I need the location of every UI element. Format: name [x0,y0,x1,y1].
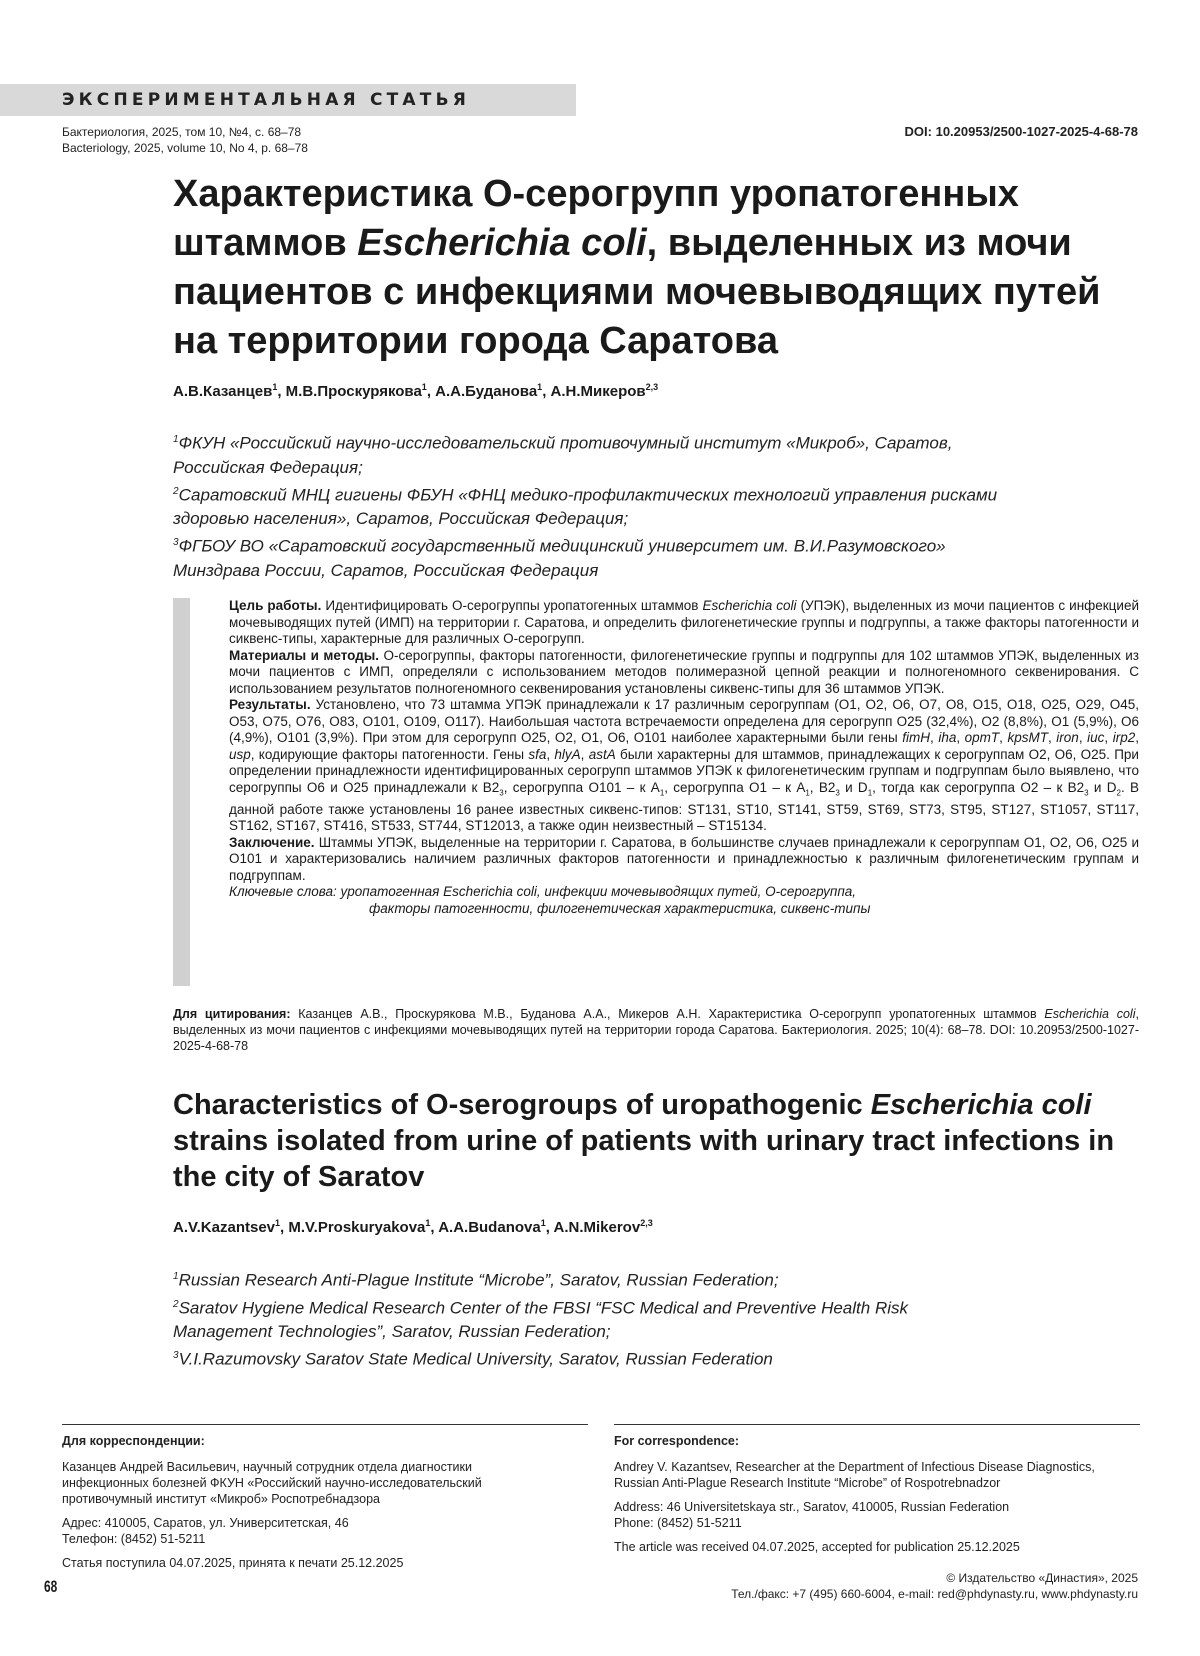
divider-left [62,1424,588,1425]
correspondence-address: Адрес: 410005, Саратов, ул. Университетская, 46 [62,1516,349,1530]
abstract-side-bar [173,598,190,986]
affiliation-item: $^2$Saratov Hygiene Medical Research Center of the FBSI “FSC Medical and Preventive Health Risk Management Technologies”, Saratov, Russian Federation; [173,1298,908,1342]
correspondence-heading: For correspondence: [614,1434,740,1448]
species-name: Escherichia coli [357,222,647,264]
authors-en: A.V.Kazantsev$^1$, M.V.Proskuryakova$^1$, A.A.Budanova$^1$, A.N.Mikerov$^{2,3}$ [173,1218,653,1236]
article-title-en: Characteristics of O-serogroups of uropathogenic Escherichia coli strains isolated from urine of patients with urinary tract infections in the city of Saratov [173,1089,1115,1193]
received-date: The article was received 04.07.2025, accepted for publication 25.12.2025 [614,1540,1020,1554]
abstract-methods: Материалы и методы. О-серогруппы, факторы патогенности, филогенетические группы и подгруппы для 102 штаммов УПЭК, выделенных из мочи пациентов с ИМП, определяли с использованием методов полимеразной цепной реакции и полногеномного секвенирования. С использованием результатов полногеномного секвенирования установлены сиквенс-типы для 36 штаммов УПЭК. [229,647,1139,696]
affiliation-item: $^1$ФКУН «Российский научно-исследовательский противочумный институт «Микроб», Саратов, Российская Федерация; [173,433,953,477]
correspondence-address: Address: 46 Universitetskaya str., Saratov, 410005, Russian Federation [614,1500,1010,1514]
divider-right [614,1424,1140,1425]
copyright: © Издательство «Династия», 2025 [946,1571,1138,1585]
affiliations-ru [173,428,1033,583]
abstract-aim: Цель работы. Идентифицировать О-серогруппы уропатогенных штаммов Escherichia coli (УПЭК), выделенных из мочи пациентов с инфекцией мочевыводящих путей (ИМП) на территории г. Саратова, и определить филогенетические группы и подгруппы, а также факторы патогенности и сиквенс-типы, характерные для различных О-серогрупп. [229,598,1139,646]
journal-citation-en: Bacteriology, 2025, volume 10, No 4, p. 68–78 [62,141,308,155]
doi[interactable]: DOI: 10.20953/2500-1027-2025-4-68-78 [904,124,1138,139]
affiliation-item: $^1$Russian Research Anti-Plague Institute “Microbe”, Saratov, Russian Federation; [173,1270,779,1290]
page-number: 68 [44,1577,58,1596]
affiliations-en [173,1265,993,1372]
correspondence-en [614,1433,1104,1555]
keywords: Ключевые слова: уропатогенная Escherichia coli, инфекции мочевыводящих путей, O-серогруппа, [229,884,857,900]
correspondence-phone: Телефон: (8452) 51-5211 [62,1532,206,1546]
publisher-footer [731,1570,1138,1602]
keywords-continued: факторы патогенности, филогенетическая характеристика, сиквенс-типы [369,900,871,916]
abstract-results: Результаты. Установлено, что 73 штамма УПЭК принадлежали к 17 различным серогруппам (O1, O2, O6, O7, O8, O15, O18, O25, O29, O45, O53, O75, O76, O83, O101, O109, O117). Наибольшая частота встречаемости определена для серогрупп O25 (32,4%), O2 (8,8%), O1 (5,9%), O6 (4,9%), O101 (3,9%). При этом для серогрупп O25, O2, O1, O6, O101 наиболее характерными были гены fimH, iha, opmT, kpsMT, iron, iuc, irp2, usp, кодирующие факторы патогенности. Гены sfa, hlyA, astA были характерны для штаммов, принадлежащих к серогруппам O2, O6, O25. При определении принадлежности идентифицированных серогрупп штаммов УПЭК к филогенетическим группам и подгруппам было выявлено, что серогруппы O6 и O25 принадлежали к $B2_3$, серогруппа O101 – к $A_1$, серогруппа O1 – к $A_1$, $B2_3$ и $D_1$, тогда как серогруппа O2 – к $B2_3$ и $D_2$. В данной работе также установлены 16 ранее известных сиквенс-типов: ST131, ST10, ST141, ST59, ST69, ST73, ST95, ST127, ST1057, ST117, ST162, ST167, ST416, ST533, ST744, ST12013, а также один неизвестный – ST15134. [229,697,1140,834]
citation-block: Для цитирования: Казанцев А.В., Проскурякова М.В., Буданова А.А., Микеров А.Н. Характеристика О-серогрупп уропатогенных штаммов Escherichia coli, выделенных из мочи пациентов с инфекциями мочевыводящих путей на территории города Саратова. Бактериология. 2025; 10(4): 68–78. DOI: 10.20953/2500-1027-2025-4-68-78 [173,1007,1139,1053]
journal-citation-ru: Бактериология, 2025, том 10, №4, с. 68–78 [62,125,302,139]
publisher-contacts: Тел./факс: +7 (495) 660-6004, e-mail: red@phdynasty.ru, www.phdynasty.ru [731,1587,1138,1601]
correspondence-ru [62,1433,562,1571]
abstract [229,598,1139,917]
abstract-conclusion: Заключение. Штаммы УПЭК, выделенные на территории г. Саратова, в большинстве случаев принадлежали к серогруппам O1, O2, O6, O25 и O101 и характеризовались наличием различных факторов патогенности и принадлежностью к различным филогенетическим группам и подгруппам. [229,834,1139,883]
section-label: ЭКСПЕРИМЕНТАЛЬНАЯ СТАТЬЯ [62,90,471,110]
article-title-ru: Характеристика О-серогрупп уропатогенных штаммов Escherichia coli, выделенных из мочи пациентов с инфекциями мочевыводящих путей на территории города Саратова [173,173,1101,362]
correspondence-heading: Для корреспонденции: [62,1434,205,1448]
correspondence-person: Казанцев Андрей Васильевич, научный сотрудник отдела диагностики инфекционных болезней ФКУН «Российский научно-исследовательский противочумный институт «Микроб» Роспотребнадзора [62,1460,482,1506]
received-date: Статья поступила 04.07.2025, принята к печати 25.12.2025 [62,1556,404,1570]
authors-ru: А.В.Казанцев$^1$, М.В.Проскурякова$^1$, А.А.Буданова$^1$, А.Н.Микеров$^{2,3}$ [173,382,659,400]
affiliation-item: $^3$V.I.Razumovsky Saratov State Medical University, Saratov, Russian Federation [173,1349,773,1369]
correspondence-person: Andrey V. Kazantsev, Researcher at the Department of Infectious Disease Diagnostics, Russian Anti-Plague Research Institute “Microbe” of Rospotrebnadzor [614,1460,1095,1490]
affiliation-item: $^2$Саратовский МНЦ гигиены ФБУН «ФНЦ медико-профилактических технологий управления рисками здоровью населения», Саратов, Российская Федерация; [173,485,998,529]
affiliation-item: $^3$ФГБОУ ВО «Саратовский государственный медицинский университет им. В.И.Разумовского» Минздрава России, Саратов, Российская Федерация [173,536,946,580]
correspondence-phone: Phone: (8452) 51-5211 [614,1516,742,1530]
